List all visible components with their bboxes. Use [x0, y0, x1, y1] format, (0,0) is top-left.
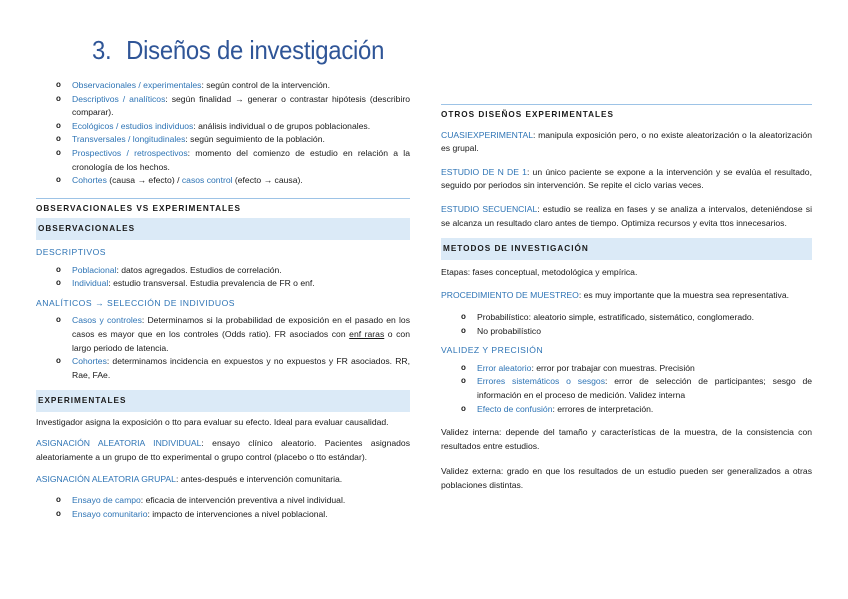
paragraph: Etapas: fases conceptual, metodológica y empírica.	[441, 266, 638, 277]
ensayo-list	[36, 494, 410, 521]
subheading: VALIDEZ Y PRECISIÓN	[441, 345, 544, 356]
intro-list	[36, 79, 410, 188]
paragraph: Validez interna: depende del tamaño y características de la muestra, de la consistencia con resultados entre estudios.	[441, 427, 812, 451]
list-item: o Ensayo comunitario: impacto de intervenciones a nivel poblacional.	[36, 508, 410, 522]
desc-list	[36, 264, 410, 291]
left-column	[36, 79, 410, 521]
paragraph: Investigador asigna la exposición o tto para evaluar su efecto. Ideal para evaluar causalidad.	[36, 416, 389, 427]
paragraph: PROCEDIMIENTO DE MUESTREO: es muy importante que la muestra sea representativa.	[441, 290, 790, 301]
list-item: o Descriptivos / analíticos: según finalidad → generar o contrastar hipótesis (describiro comparar).	[36, 93, 410, 120]
list-item: o Cohortes (causa → efecto) / casos control (efecto → causa).	[36, 174, 410, 188]
section-heading: OBSERVACIONALES VS EXPERIMENTALES	[36, 203, 241, 213]
anal-list	[36, 314, 410, 382]
list-item: o Casos y controles: Determinamos si la probabilidad de exposición en el pasado en los casos es mayor que en los controles (Odds ratio). FR asociados con enf raras o con largo periodo de latencia.	[36, 314, 410, 355]
list-item: o Transversales / longitudinales: según seguimiento de la población.	[36, 133, 410, 147]
list-item: o No probabilístico	[441, 325, 812, 339]
paragraph: ESTUDIO DE N DE 1: un único paciente se expone a la intervención y se evalúa el resultado, seguido por periodos sin intervención. Se repite el ciclo varias veces.	[441, 166, 812, 191]
section-band: OBSERVACIONALES	[36, 218, 410, 240]
title-number: 3.	[92, 35, 112, 65]
list-item: o Cohortes: determinamos incidencia en expuestos y no expuestos y FR asociados. RR, Rae, FAe.	[36, 355, 410, 382]
right-column	[441, 104, 812, 492]
page-title	[92, 30, 384, 70]
paragraph: ASIGNACIÓN ALEATORIA INDIVIDUAL: ensayo clínico aleatorio. Pacientes asignados aleatoriamente a un grupo de tto experimental o grupo control (placebo o tto estándar).	[36, 438, 410, 463]
errores-list	[441, 362, 812, 416]
title-text: Diseños de investigación	[126, 35, 385, 65]
paragraph: Validez externa: grado en que los resultados de un estudio pueden ser generalizados a otras poblaciones distintas.	[441, 466, 812, 490]
paragraph: CUASIEXPERIMENTAL: manipula exposición pero, o no existe aleatorización o la aleatorización es grupal.	[441, 129, 812, 154]
list-item: o Ecológicos / estudios individuos: análisis individual o de grupos poblacionales.	[36, 120, 410, 134]
section-band: METODOS DE INVESTIGACIÓN	[441, 238, 812, 260]
list-item: o Prospectivos / retrospectivos: momento del comienzo de estudio en relación a la cronología de los hechos.	[36, 147, 410, 174]
muestreo-list	[441, 311, 812, 338]
subheading: ANALÍTICOS → SELECCIÓN DE INDIVIDUOS	[36, 297, 235, 308]
paragraph: ESTUDIO SECUENCIAL: estudio se realiza en fases y se analiza a intervalos, deteniéndose si se alcanza un resultado claro antes de tiempo. Optimiza recursos y evita ttos innecesarios.	[441, 203, 812, 228]
subheading: DESCRIPTIVOS	[36, 246, 106, 257]
list-item: o Poblacional: datos agregados. Estudios de correlación.	[36, 264, 410, 278]
paragraph: ASIGNACIÓN ALEATORIA GRUPAL: antes-después e intervención comunitaria.	[36, 473, 343, 484]
section-heading: OTROS DISEÑOS EXPERIMENTALES	[441, 110, 614, 119]
list-item: o Individual: estudio transversal. Estudia prevalencia de FR o enf.	[36, 277, 410, 291]
list-item: o Probabilístico: aleatorio simple, estratificado, sistemático, conglomerado.	[441, 311, 812, 325]
section-band: EXPERIMENTALES	[36, 390, 410, 412]
list-item: o Error aleatorio: error por trabajar con muestras. Precisión	[441, 362, 812, 376]
list-item: o Observacionales / experimentales: según control de la intervención.	[36, 79, 410, 93]
list-item: o Ensayo de campo: eficacia de intervención preventiva a nivel individual.	[36, 494, 410, 508]
list-item: o Efecto de confusión: errores de interpretación.	[441, 403, 812, 417]
list-item: o Errores sistemáticos o sesgos: error de selección de participantes; sesgo de información en el proceso de medición. Validez interna	[441, 375, 812, 402]
